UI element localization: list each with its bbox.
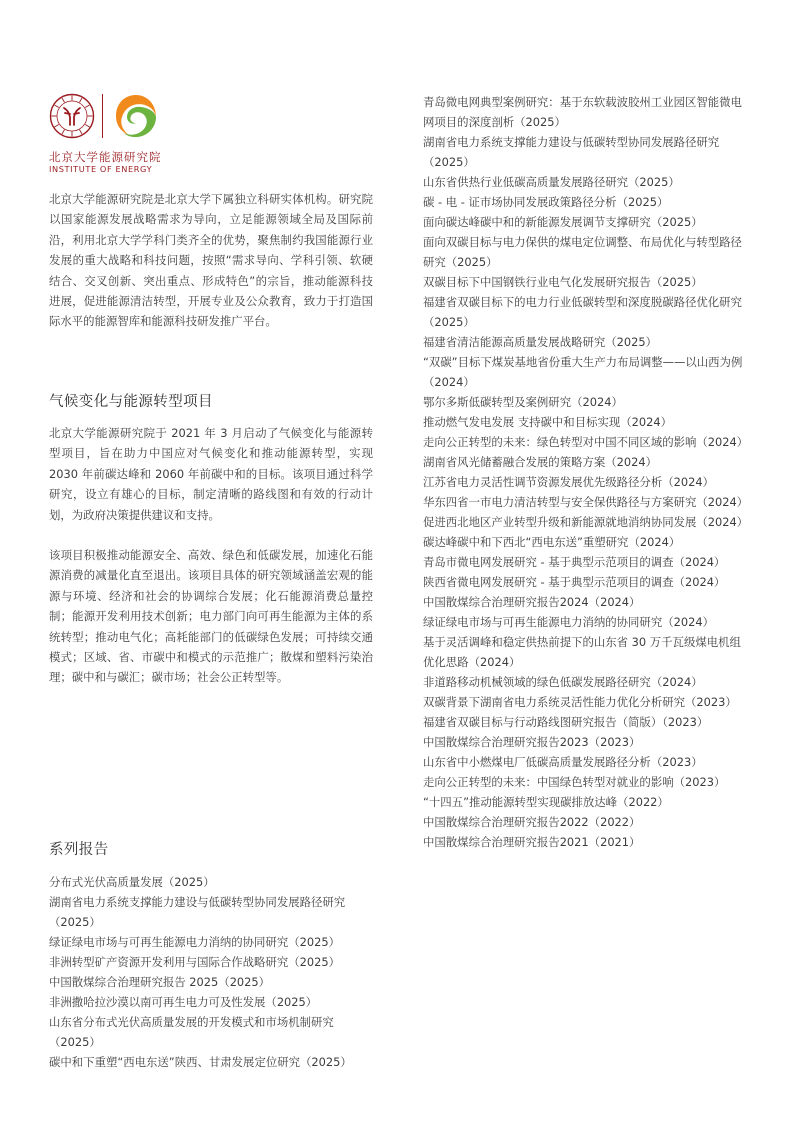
climate-paragraph-2: 该项目积极推动能源安全、高效、绿色和低碳发展，加速化石能源消费的减量化直至退出。该项目具体的研究领域涵盖宏观的能源与环境、经济和社会的协调综合发展；化石能源消费总量控制；能源开发利用技术创新；电力部门向可再生能源为主体的系统转型；推动电气化；高耗能部门的低碳绿色发展；可持续交通模式；区域、省、市碳中和模式的示范推广；散煤和塑料污染治理；碳中和与碳汇；碳市场；社会公正转型等。: [49, 548, 373, 685]
report-item: 福建省双碳目标下的电力行业低碳转型和深度脱碳路径优化研究（2025）: [423, 295, 742, 329]
report-list-left: [49, 872, 373, 1072]
report-item: 走向公正转型的未来：中国绿色转型对就业的影响（2023）: [423, 775, 726, 789]
report-item: 山东省分布式光伏高质量发展的开发模式和市场机制研究（2025）: [49, 1015, 334, 1049]
report-item: 基于灵活调峰和稳定供热前提下的山东省 30 万千瓦级煤电机组优化思路（2024）: [423, 635, 741, 669]
report-item: 推动燃气发电发展 支持碳中和目标实现（2024）: [423, 415, 673, 429]
intro-paragraph: 北京大学能源研究院是北京大学下属独立科研实体机构。研究院以国家能源发展战略需求为导向，立足能源领域全局及国际前沿，利用北京大学学科门类齐全的优势，聚焦制约我国能源行业发展的重大战略和科技问题，按照“需求导向、学科引领、软硬结合、交叉创新、突出重点、形成特色”的宗旨，推动能源科技进展，促进能源清洁转型，开展专业及公众教育，致力于打造国际水平的能源智库和能源科技研发推广平台。: [49, 192, 373, 329]
report-item: 青岛市微电网发展研究 - 基于典型示范项目的调查（2024）: [423, 555, 726, 569]
report-item: 绿证绿电市场与可再生能源电力消纳的协同研究（2024）: [423, 615, 714, 629]
report-item: 湖南省风光储蓄融合发展的策略方案（2024）: [423, 455, 658, 469]
report-list-right: [423, 92, 749, 852]
report-item: 山东省中小燃煤电厂低碳高质量发展路径分析（2023）: [423, 755, 703, 769]
report-item: 中国散煤综合治理研究报告2024（2024）: [423, 595, 641, 609]
report-item: 鄂尔多斯低碳转型及案例研究（2024）: [423, 395, 623, 409]
climate-section-body: [49, 423, 373, 688]
report-item: 福建省清洁能源高质量发展战略研究（2025）: [423, 335, 658, 349]
report-item: 面向碳达峰碳中和的新能源发展调节支撑研究（2025）: [423, 215, 703, 229]
peking-university-seal-icon: [49, 93, 95, 139]
report-item: “双碳”目标下煤炭基地省份重大生产力布局调整——以山西为例（2024）: [423, 355, 743, 389]
report-item: 走向公正转型的未来：绿色转型对中国不同区域的影响（2024）: [423, 435, 749, 449]
report-item: 非洲撒哈拉沙漠以南可再生电力可及性发展（2025）: [49, 995, 318, 1009]
report-item: 碳 - 电 - 证市场协同发展政策路径分析（2025）: [423, 195, 669, 209]
report-item: 华东四省一市电力清洁转型与安全保供路径与方案研究（2024）: [423, 495, 749, 509]
report-item: 江苏省电力灵活性调节资源发展优先级路径分析（2024）: [423, 475, 714, 489]
report-item: “十四五”推动能源转型实现碳排放达峰（2022）: [423, 795, 669, 809]
report-item: 双碳背景下湖南省电力系统灵活性能力优化分析研究（2023）: [423, 695, 737, 709]
report-item: 中国散煤综合治理研究报告 2025（2025）: [49, 975, 271, 989]
report-item: 中国散煤综合治理研究报告2021（2021）: [423, 835, 641, 849]
report-item: 双碳目标下中国钢铁行业电气化发展研究报告（2025）: [423, 275, 703, 289]
report-item: 陕西省微电网发展研究 - 基于典型示范项目的调查（2024）: [423, 575, 726, 589]
report-item: 湖南省电力系统支撑能力建设与低碳转型协同发展路径研究（2025）: [423, 135, 720, 169]
institute-name-cn: 北京大学能源研究院: [49, 150, 162, 164]
intro-column: [49, 92, 373, 332]
report-item: 促进西北地区产业转型升级和新能源就地消纳协同发展（2024）: [423, 515, 749, 529]
series-section-title: 系列报告: [49, 842, 109, 858]
institute-name-en: INSTITUTE OF ENERGY: [49, 164, 153, 174]
report-item: 碳中和下重塑“西电东送”陕西、甘肃发展定位研究（2025）: [49, 1055, 352, 1069]
report-item: 中国散煤综合治理研究报告2022（2022）: [423, 815, 641, 829]
report-item: 面向双碳目标与电力保供的煤电定位调整、布局优化与转型路径研究（2025）: [423, 235, 742, 269]
logo-lockup: [49, 92, 373, 140]
report-item: 山东省供热行业低碳高质量发展路径研究（2025）: [423, 175, 680, 189]
report-item: 非道路移动机械领域的绿色低碳发展路径研究（2024）: [423, 675, 703, 689]
climate-section-title: 气候变化与能源转型项目: [49, 394, 213, 410]
report-item: 绿证绿电市场与可再生能源电力消纳的协同研究（2025）: [49, 935, 340, 949]
report-item: 碳达峰碳中和下西北“西电东送”重塑研究（2024）: [423, 535, 681, 549]
logo-divider: [102, 94, 103, 138]
report-item: 非洲转型矿产资源开发利用与国际合作战略研究（2025）: [49, 955, 340, 969]
report-item: 中国散煤综合治理研究报告2023（2023）: [423, 735, 641, 749]
report-item: 福建省双碳目标与行动路线图研究报告（简版）（2023）: [423, 715, 709, 729]
report-item: 湖南省电力系统支撑能力建设与低碳转型协同发展路径研究（2025）: [49, 895, 346, 929]
report-item: 分布式光伏高质量发展（2025）: [49, 875, 215, 889]
energy-institute-swirl-icon: [112, 92, 160, 140]
report-item: 青岛微电网典型案例研究：基于东软载波胶州工业园区智能微电网项目的深度剖析（2025）: [423, 95, 742, 129]
climate-paragraph-1: 北京大学能源研究院于 2021 年 3 月启动了气候变化与能源转型项目，旨在助力中国应对气候变化和推动能源转型，实现 2030 年前碳达峰和 2060 年前碳中和的目标。该项目通过科学研究，设立有雄心的目标，制定清晰的路线图和有效的行动计划，为政府决策提供建议和支持。: [49, 426, 373, 522]
